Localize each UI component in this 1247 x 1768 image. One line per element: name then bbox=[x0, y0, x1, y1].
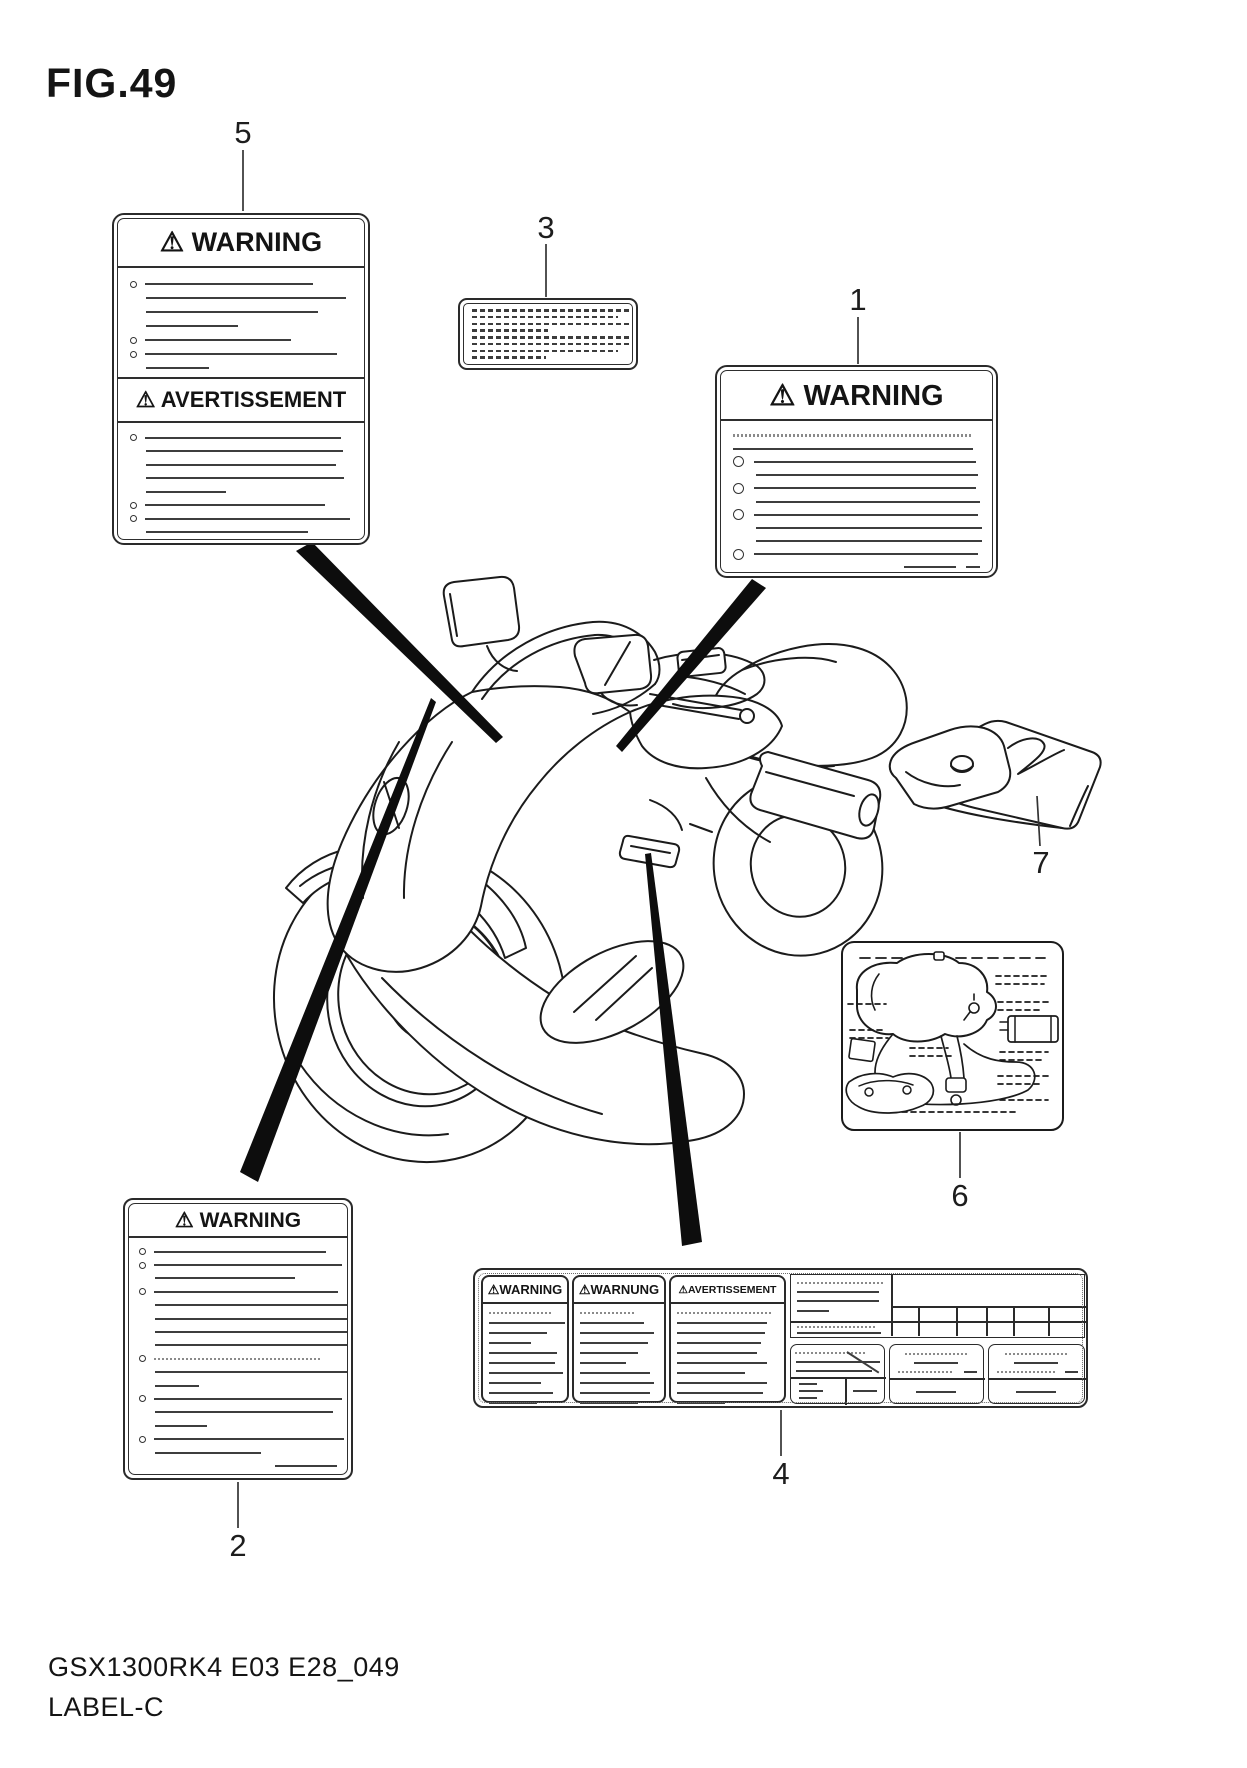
tire-data-table bbox=[790, 1274, 1086, 1406]
footer-sheet-name: LABEL-C bbox=[48, 1692, 165, 1722]
tire-label-header-en: ⚠WARNING bbox=[483, 1277, 567, 1304]
warning-label-2 bbox=[123, 1198, 353, 1480]
callout-6: 6 bbox=[951, 1178, 969, 1213]
tire-label-header-fr: ⚠AVERTISSEMENT bbox=[671, 1277, 784, 1304]
document-pouch-illustration bbox=[890, 721, 1101, 829]
tire-label-header-de: ⚠WARNUNG bbox=[574, 1277, 664, 1304]
wiring-routing-label-6 bbox=[842, 942, 1063, 1130]
callout-1: 1 bbox=[849, 282, 867, 317]
callout-7: 7 bbox=[1032, 845, 1050, 880]
warning-label-1-header: ⚠ WARNING bbox=[721, 371, 992, 421]
warning-label-2-header: ⚠ WARNING bbox=[129, 1204, 347, 1238]
footer-model-code: GSX1300RK4 E03 E28_049 bbox=[48, 1652, 400, 1682]
tire-info-label-4 bbox=[473, 1268, 1088, 1408]
info-label-3 bbox=[458, 298, 638, 370]
warning-label-5 bbox=[112, 213, 370, 545]
figure-title: FIG.49 bbox=[46, 60, 178, 106]
callout-5: 5 bbox=[234, 115, 252, 150]
callout-3: 3 bbox=[537, 210, 555, 245]
callout-2: 2 bbox=[229, 1528, 247, 1563]
callout-4: 4 bbox=[772, 1456, 790, 1491]
motorcycle-illustration bbox=[237, 577, 907, 1197]
warning-label-5-header-en: ⚠ WARNING bbox=[118, 219, 364, 268]
warning-label-5-header-fr: ⚠ AVERTISSEMENT bbox=[118, 377, 364, 423]
warning-label-1 bbox=[715, 365, 998, 578]
